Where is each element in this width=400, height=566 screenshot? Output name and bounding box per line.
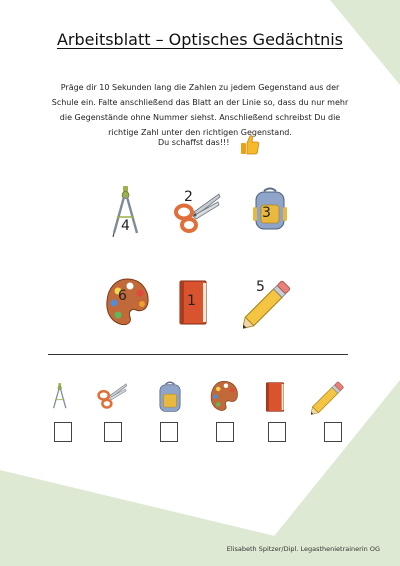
answer-box-pencil[interactable]	[324, 422, 342, 442]
compass-number: 4	[121, 218, 130, 234]
answer-box-book[interactable]	[268, 422, 286, 442]
answer-box-scissors[interactable]	[104, 422, 122, 442]
palette-number: 6	[118, 288, 127, 304]
backpack-icon	[157, 381, 183, 413]
pencil-icon	[243, 274, 298, 329]
thumbs-up-icon	[240, 134, 260, 156]
pencil-number: 5	[256, 279, 265, 295]
footer-credit: Elisabeth Spitzer/Dipl. Legasthenietrainerin OG	[226, 545, 380, 553]
book-icon	[265, 381, 285, 413]
backpack-number: 3	[262, 205, 271, 221]
answer-box-palette[interactable]	[216, 422, 234, 442]
fold-line	[48, 354, 348, 355]
scissors-icon	[96, 381, 128, 411]
book-number: 1	[187, 293, 196, 309]
answer-box-compass[interactable]	[54, 422, 72, 442]
compass-icon	[52, 381, 68, 413]
answer-box-backpack[interactable]	[160, 422, 178, 442]
pencil-icon	[311, 377, 349, 415]
page-title: Arbeitsblatt – Optisches Gedächtnis	[56, 30, 344, 49]
encouragement-text: Du schaffst das!!!	[158, 138, 230, 147]
scissors-icon	[172, 190, 222, 236]
paint-palette-icon	[209, 380, 239, 412]
paint-palette-icon	[104, 277, 150, 327]
scissors-number: 2	[184, 189, 193, 205]
instructions-text: Präge dir 10 Sekunden lang die Zahlen zu jedem Gegenstand aus der Schule ein. Falte anschließend das Blatt an der Linie so, dass du nur mehr die Gegenstände ohne Nummer siehst. Anschließend schreibst Du die richtige Zahl unter den richtigen Gegenstand.	[51, 83, 349, 137]
